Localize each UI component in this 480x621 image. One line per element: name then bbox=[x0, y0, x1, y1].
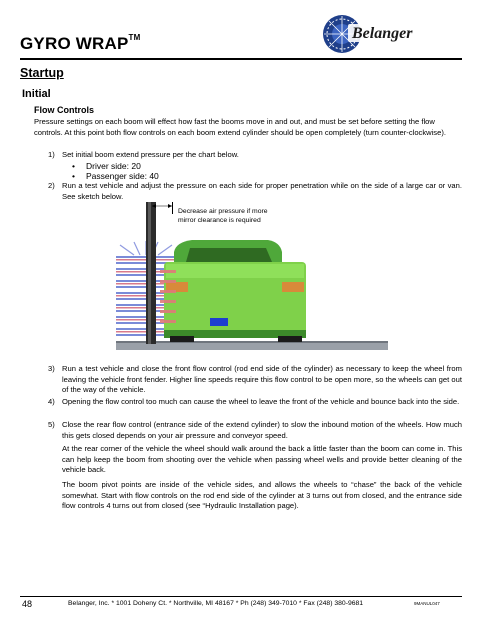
footer-address: Belanger, Inc. * 1001 Doheny Ct. * Northville, MI 48167 * Ph (248) 349-7010 * Fax (248) 380-9681 bbox=[68, 600, 364, 607]
subsubsection-title: Flow Controls bbox=[34, 105, 94, 115]
belanger-logo-icon bbox=[312, 14, 462, 54]
bullet-text: Passenger side: 40 bbox=[86, 171, 159, 181]
step-number: 4) bbox=[48, 397, 55, 406]
step-text: Run a test vehicle and adjust the pressure on each side for proper penetration while on the side of a large car or van. See sketch below. bbox=[62, 181, 462, 201]
step-number: 1) bbox=[48, 150, 55, 159]
header-rule bbox=[20, 58, 462, 60]
step-text: Opening the flow control too much can cause the wheel to leave the front of the vehicle and bounce back into the side. bbox=[62, 397, 460, 406]
step-number: 2) bbox=[48, 181, 55, 190]
page-number: 48 bbox=[22, 599, 33, 609]
step-text: Run a test vehicle and close the front flow control (rod end side of the cylinder) as necessary to keep the wheel from leaving the vehicle front fender. Higher line speeds require this flow control to be open more, so the wheels can get out of the way of the vehicle. bbox=[62, 364, 462, 395]
bullet-icon: • bbox=[72, 171, 75, 181]
footer-rule bbox=[20, 596, 462, 597]
document-title-text: GYRO WRAP bbox=[20, 34, 129, 53]
footer-code: 9MANUL047 bbox=[414, 601, 440, 606]
step-text: At the rear corner of the vehicle the wheel should walk around the back a little faster than the boom can come in. This can help keep the boom from shooting over the vehicle when passing wheel wells and provide better cleaning of the vehicle back. bbox=[62, 444, 462, 475]
svg-text:Belanger: Belanger bbox=[352, 25, 413, 42]
step-text: Close the rear flow control (entrance side of the extend cylinder) to slow the inbound motion of the wheels. How much this gets closed depends on your air pressure and conveyor speed. bbox=[62, 420, 462, 440]
step-number: 5) bbox=[48, 420, 55, 429]
step-text: Set initial boom extend pressure per the chart below. bbox=[62, 150, 239, 159]
step-number: 3) bbox=[48, 364, 55, 373]
bullet-icon: • bbox=[72, 161, 75, 171]
step-text: The boom pivot points are inside of the vehicle sides, and allows the wheels to “chase” the back of the vehicle somewhat. Start with flow controls on the rod end side of the cylinder at 3 turns out from closed, and the entrance side flow controls 4 turns out from closed (see “Hydraulic Installation page). bbox=[62, 480, 462, 511]
figure-callout: Decrease air pressure if more mirror clearance is required bbox=[178, 208, 268, 224]
section-title: Startup bbox=[20, 66, 64, 80]
trademark-mark: TM bbox=[128, 33, 141, 43]
document-title bbox=[20, 34, 140, 54]
bullet-text: Driver side: 20 bbox=[86, 161, 141, 171]
intro-paragraph: Pressure settings on each boom will effect how fast the booms move in and out, and must be set before setting the flow controls. At this point both flow controls on each boom extend cylinder should be open completely (turn counter-clockwise). bbox=[34, 117, 446, 137]
subsection-title: Initial bbox=[22, 88, 51, 100]
